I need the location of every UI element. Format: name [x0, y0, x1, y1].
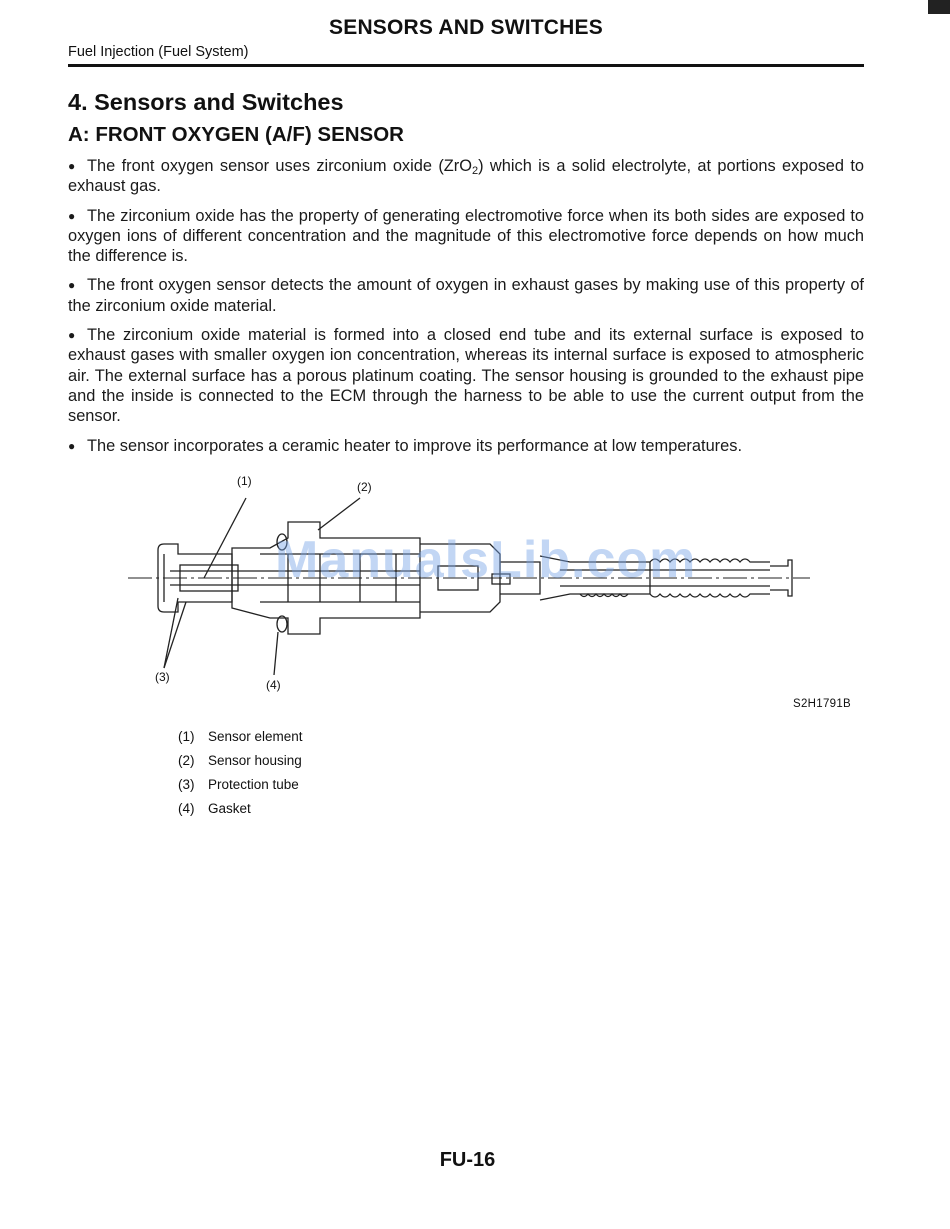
page-header-title: SENSORS AND SWITCHES: [329, 16, 603, 39]
section-subheading: A: FRONT OXYGEN (A/F) SENSOR: [68, 123, 404, 146]
paragraph-2: ● The zirconium oxide has the property of generating electromotive force when its both sides are exposed to oxygen ions of different concentration and the magnitude of this electromotive force depends on how much the difference is.: [68, 206, 864, 266]
figure-code: S2H1791B: [793, 698, 852, 710]
page-header-subtitle: Fuel Injection (Fuel System): [68, 44, 249, 60]
callout-4: (4): [266, 678, 281, 692]
bullet-icon: ●: [68, 278, 76, 293]
paragraph-4: ● The zirconium oxide material is formed into a closed end tube and its external surface is exposed to exhaust gases with smaller oxygen ion concentration, whereas its internal surface is exposed to atmospheric air. The external surface has a porous platinum coating. The sensor housing is grounded to the exhaust pipe and the inside is connected to the ECM through the harness to be able to use the current output from the sensor.: [68, 326, 864, 426]
paragraph-1: ● The front oxygen sensor uses zirconium oxide (ZrO$_2$) which is a solid electrolyte, at portions exposed to exhaust gas.: [68, 157, 864, 196]
bullet-icon: ●: [68, 159, 76, 173]
legend-item: (1) Sensor element: [178, 729, 303, 744]
figure-legend: [178, 729, 303, 825]
bullet-icon: ●: [68, 438, 76, 453]
callout-1: (1): [237, 474, 252, 488]
callout-2: (2): [357, 480, 372, 494]
legend-item: (2) Sensor housing: [178, 753, 302, 768]
body-text: [68, 156, 864, 465]
paragraph-3: ● The front oxygen sensor detects the amount of oxygen in exhaust gases by making use of this property of the zirconium oxide material.: [68, 276, 864, 315]
corner-scan-mark: [928, 0, 950, 14]
paragraph-5: ● The sensor incorporates a ceramic heater to improve its performance at low temperatures.: [68, 436, 743, 455]
callout-3: (3): [155, 670, 170, 684]
section-heading: 4. Sensors and Switches: [68, 89, 344, 115]
watermark: ManualsLib.com: [275, 531, 697, 589]
header-divider: [68, 64, 864, 67]
page-number: FU-16: [439, 1149, 496, 1171]
bullet-icon: ●: [68, 208, 76, 223]
legend-item: (4) Gasket: [178, 801, 251, 816]
legend-item: (3) Protection tube: [178, 777, 299, 792]
bullet-icon: ●: [68, 328, 76, 343]
